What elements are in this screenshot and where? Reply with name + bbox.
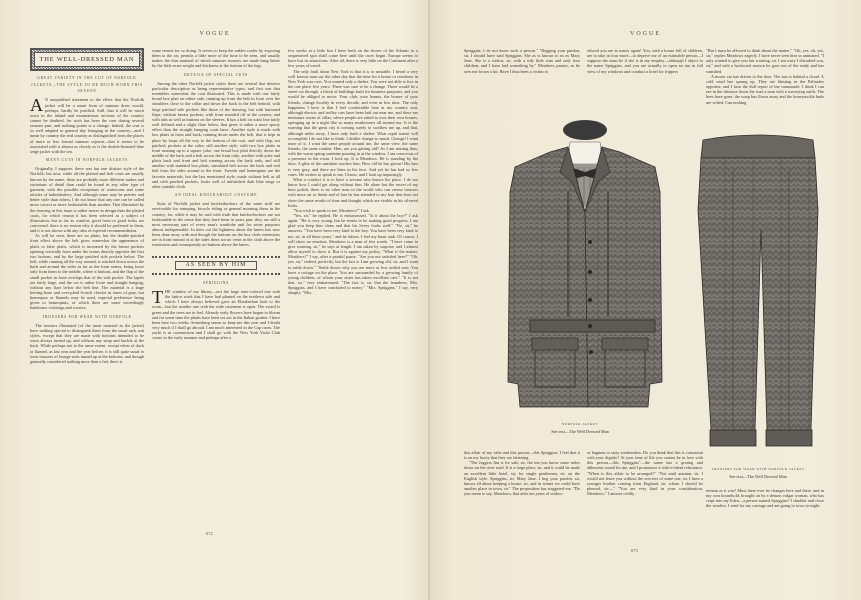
dropcap: T [152,286,163,307]
paragraph: few weeks at a little box I have built on the shores of the Atlantic in a sequestered spot shall come here until the races begin. Europe seems to have lost its attractions. After all, there is very little on the Continent after a few years of travel. [288,48,418,69]
subhead: SPRIGGINS [203,280,229,285]
left-column-2 [152,48,280,341]
paragraph: "But I must be allowed to think about the matter." "Oh, yes; oh, yes, sir," replies Meadows eagerly. I have never seen him so animated. "I only wanted to give you fair warning, sir. I am sorry I disturbed you, sir," and with a backward motion he goes out of the study and has vanished. [706,48,824,74]
section-banner [152,256,280,275]
paragraph: What a comfort it is to have a servant who knows his place. I do not know how I could get along without him. He alone has the secret of my boot polish, there is no other man in the world who can crease trousers with more art or finish and of late he has attended to my hair that does not show the same results of time and thought which are visible in his silvered locks. [288,176,418,208]
right-bottom-column-2 [587,450,703,496]
paragraph: As will be seen, there are no plaits, but the double-patched front effect above the belt gives somewhat the appearance of plaits or false plaits, which is increased by the breast pockets opening vertically from under the seams directly opposite the first two buttons, and by the large patched side pockets below. The belt, while running all the way around, is stitched down across the back and around the sides as far as the front seams, being loose only from them to the middle, where it buttons, and the flap of the small pocket in front overlaps that of the side pocket. The lapels are fairly large, and the cut is rather loose and straight hanging, without any flare below the belt line. The material is a large herring-bone and over-plaid Scotch cheviot in tones of gray, but homespun or flannels may be used, especial preference being given to homespuns, of which there are some exceedingly handsome colorings and weaves. [30,233,144,311]
left-column-3 [288,48,418,296]
right-top-column-3 [706,48,824,105]
article-title: THE WELL-DRESSED MAN [34,52,140,67]
right-top-column-1 [464,48,580,74]
subhead: AN IDEAL KNOCKABOUT COSTUME [174,193,258,198]
subhead: MANY CUTS IN NORFOLK JACKETS [45,158,129,163]
paragraph: A motor car has driven to the door. The sun is behind a cloud. A cold wind has sprung up. They are blasting in the Palisades opposite, and I hear the dull report of the cannonade. I think I can see in the distance down the road a man with a surveying outfit. The bees have gone, the wasp has flown away and the honeysuckle buds are wilted. Can nothing [706,73,824,105]
trousers-label: TROUSERS FOR WEAR WITH NORFOLK JACKET [711,467,805,471]
paragraph: some reason for so doing. It serves to keep the ankles cooler by exposing them to the air, permits a little more of the hose to be seen, and usually makes the thin material of which summer trousers are made hang better by the little extra weight and thickness at the bottom of the legs. [152,48,280,69]
paragraph: or bagmen or stray weekenders. Do you think that this is consistent with your dignity? At your time of life you cannot be in love with this person—this Spriggins"—the name has a grating and abhorrent sound for me, and I pronounce it with evident reluctance. "When is this affair to be arranged?" "Not until autumn, sir. I would not leave you without the services of some one, sir. I have a younger brother coming from England, sir, whom I should be pleased, sir—" "You are very kind in your consideration, Meadows," I answer coldly. [587,450,703,497]
trousers-illustration [683,130,833,470]
paragraph: The only fault about New York is that it is so unstable. I heard a very well known man say the other day that the time for a house or residence in New York was over. You wanted only a shelter. You were not able to live in the one place five years. There was sure to be a change. There would be a street cut through, a block of buildings built for business purposes, and you would be obliged to move. Your club, your haunts, the homes of your friends, change locality in every decade, and even in less time. The only happiness I have is that I feel comfortable here at my country seat, although electric and trolley cars have been laid out near me, and there are miniature towns of villas, where people are asked to own their own houses, springing up in a night like so many mushrooms all around me. It is the warning that the great city is coming surely to swallow me up, and that, although miles away, I have only built a shelter. What rapid transit will accomplish I do not like to think. I dislike change so much. Change! I want none of it. I want the same people around me, the same view, the same friends, the same routine. Him, are you getting old? As I am musing thus, with the warm spring sunshine pouring in at the window, I am conscious of a presence in the room. I look up. It is Meadows. He is standing by the door. A glint of the sunshine touches him. How old he has grown! His hair is very gray, and there are lines in his face. And yet he has had so few cares. He wishes to speak to me, I know, and I look up inquiringly. [288,68,418,177]
right-page [430,0,861,600]
jacket-label: NORFOLK JACKET [561,422,599,426]
running-head: VOGUE [199,31,231,37]
paragraph: "The Jaggers Inn is for sale, sir, the inn you know some miles down on the river road. It is a large place, sir, and it could be made an excellent little hotel, sir, for single gentlemen, sir, on the English style. Spriggins, sir, Mary Jane, I beg your pardon, sir, knows all about keeping a house, sir, and in winter we could have another place in town, sir." The proposition has staggered me. "Do you mean to say, Meadows, that after ten years of widow- [464,460,580,497]
section-banner-title: AS SEEN BY HIM [175,261,258,270]
page-number: 673 [631,548,638,553]
paragraph: erhood you are to marry again! You, with a house full of children, are to take in four more—to deprive me of an estimable person—I suppose she must be if she is in my employ—although I object to the name Spriggins, and you are actually to open an inn in full view of my windows and conduct a hotel for trippers [587,48,703,74]
paragraph: THE window of my library—not the large tone-colored one with the lattice work that I have had planted on the northern side and which I have always believed gave an Elizabethan look to the room—but the smaller one with the wide casement is open. The sward is green and the trees are in leaf. Already early flowers have begun to bloom and for some time the plants have been set out in the Italian garden. I have been here two weeks. Something seems to keep me this year and I doubt very much if I shall go abroad. I am much interested in the Cup races. The yacht is in commission and I shall go with the New York Yacht Club cruise in the early summer and perhaps after a [152,286,280,341]
norfolk-jacket-illustration [500,112,670,417]
dropcap: A [30,95,43,116]
left-column-1 [30,48,144,364]
paragraph: "You wish to speak to me, Meadows?" I ask. [293,207,370,213]
paragraph: Among the other Norfolk jacket styles there are several that deserve particular description as being representative types, and first one that resembles somewhat the coat illustrated. This is made with one fairly broad box plait on either side, running up from the belt in front over the shoulders close to the collar and down the back to the belt behind, with large patched side pockets like those of the drawing, but with buttoned flaps; without breast pockets; with front rounded off at the corners, and with tabs as well as buttons on the sleeves. It has a belt on waist line fairly well defined and a slight flare below, that gives it rather a more sporty effect than the straight hanging coats have. Another style is made with box plaits in front and back, running down under the belt, that is kept in place by loops all the way to the bottom of the coat, and with flap, not patched, pockets at the sides; still another style, with two box plaits in front running up to a square yoke, one broad box plait directly down the middle of the back and a belt across the front only; another with yoke and plaits back and front and belt running across the back only, and still another with standard box plaits, simulated belt across the back and real belt from the sides around to the front. Tweeds and homespuns are the favorite materials, but the last mentioned style, made without belt at all and with patched pockets, looks well of unfinished dark blue serge or other suitable cloth. [152,80,280,189]
right-top-column-2 [587,48,703,74]
subhead: DETAILS OF SPECIAL CUTS [183,72,248,77]
paragraph: The trousers illustrated (of the same material as the jacket) have nothing special to distinguish them from the usual sack suit styles, except that they are made with bottoms intended to be worn always turned up, and without any strap and buckle at the back. While perhaps not to the same extent, except when of duck or flannel, as last year and the year before, it is still quite usual to wear trousers of lounge suits turned up at the bottoms, and though generally considered nothing more than a fad, there is [30,322,144,364]
article-deck: GREAT VARIETY IN THE CUT OF NORFOLK JACKETS—THE STYLE TO BE MUCH WORN THIS SEASON [31,76,143,93]
intro-paragraph: A N unqualified statement to the effect that the Norfolk jacket will be a smart form of summer dress would, perhaps, hardly be justified. Still, that it will be much worn in the inland and mountainous sections of the country cannot be doubted, for such has been the case during several seasons past, and nothing points to a change. Indeed, the coat is so well adapted to general day lounging in the country—and I mean by country the real country as distinguished from the places of more or less formal summer sojourn—that it seems to be associated with it almost as closely as is the double-breasted blue serge jacket with the sea. [30,95,144,154]
paragraph: "Yes, sir," he replied. He is embarrassed. "Is it about the boy?" I ask again. "He is very young, but he seems to be making good progress. I am glad you keep him clean and that his livery looks well." "No, sir," he answers. "You have been very kind to the boy. You have been very kind to me, sir, in all these years," and he falters. I feel my heart sink. Of course, I will show no emotion. Meadows is a man of few words. "I have come to give warning, sir," he says at length. I am taken by surprise, and I almost allow myself to show it. But it is against my policy. "What is the matter, Meadows?" I say, after a painful pause. "Are you not satisfied here?" "Oh, yes, sir," indeed, perfectly, but the fact is I am growing old, sir, and I want to settle down." "Settle down; why you are more or less settled now. You have a cottage on the place. You are surrounded by a growing family of young children, of whom your sister has taken excellent care." "It is not that, sir," very embarrassed. "The fact is, sir, that the laundress, Mrs. Spriggins, and I have concluded to marry." "Mrs. Spriggins," I say, very sharply. "Mrs. [288,213,418,296]
paragraph: Originally, I suppose, there was but one distinct style of the Norfolk; but now, while all the plaited and belt coats are usually known by the name, there are probably more different makes and variations of detail than could be found in any other type of garment, with the possible exceptions of waistcoats and some articles of haberdashery. And although some may be prettier and better style than others, I do not know that any one can be called more correct or more fashionable than another. That illustrated by the drawing in this issue is rather newer in design than the plaited coats, for which reason it has been selected as a subject of illustration; but so far as comfort, good form or good looks are concerned, there is no reason why it should be preferred to them, and it is not shown with any idea of especial recommendation. [30,166,144,234]
page-number: 672 [206,531,213,536]
paragraph: Suits of Norfolk jacket and knickerbockers of the same stuff are serviceable for tramping, bicycle riding or general morning dress in the country, for, while it may be said with truth that knickerbockers are not fashionable in the sense that they have been in years past, they are still a most necessary part of every man's wardrobe and for some purposes almost indispensable. In their cut the lightness about the knees has now been done away with and though the buttons on the box cloth extensions are in front instead of at the sides there are no vents in the cloth above the extensions and consequently no buttons above the knees. [152,201,280,248]
paragraph: remain as it was? Must there ever be changes here and there, and in my own household, brought on by a demon vulgar woman, who has crept into my Eden—a person named Spriggins? I shudder and close the window. I send for my carriage and am going to town to-night. [706,488,824,509]
left-page [0,0,430,600]
paragraph: Spriggins; I do not know such a person." "Begging your pardon, sir, I should have said Spriggins. She as is known to us as Mary Jane. She is a widow, sir, with a tidy little sum and only four children, and I have laid something by." Meadows pauses, as he sees me frown a bit. Have I thus been a victim to [464,48,580,74]
paragraph: this affair of my valet and this person—this Spriggins. I feel that it is on my booty that they are fattening. [464,450,580,461]
jacket-caption: See text—The Well Dressed Man [551,429,609,434]
trousers-caption: See text—The Well Dressed Man [729,474,787,479]
subhead: TROUSERS FOR WEAR WITH NORFOLK [42,314,132,319]
right-bottom-column-3 [706,488,824,509]
running-head: VOGUE [630,31,661,37]
title-box [30,48,144,71]
right-bottom-column-1 [464,450,580,496]
